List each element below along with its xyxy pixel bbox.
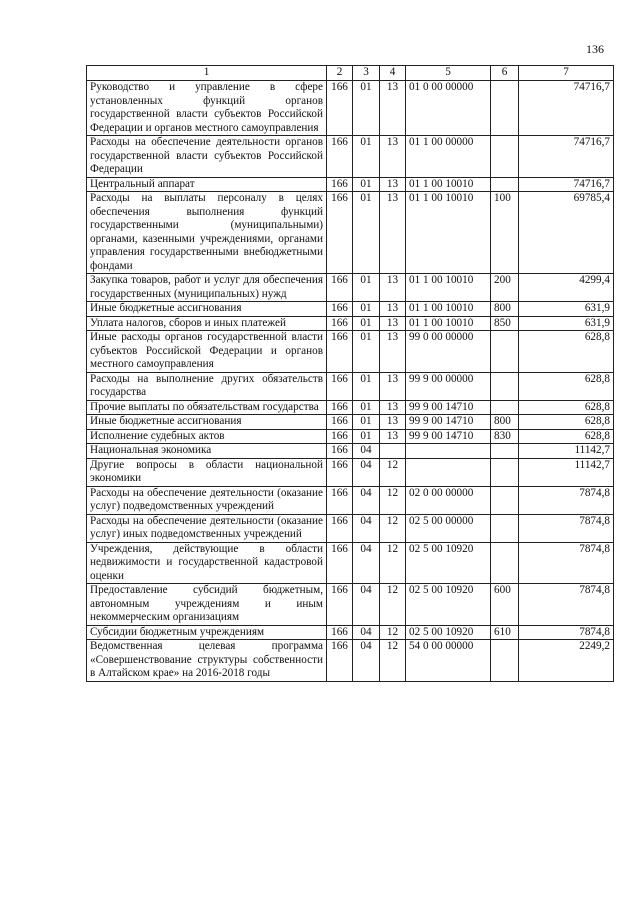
row-amount: 628,8 (519, 400, 614, 415)
row-target-article: 99 9 00 00000 (406, 372, 491, 400)
header-row (87, 66, 614, 81)
row-name: Национальная экономика (87, 444, 327, 459)
row-amount: 628,8 (519, 372, 614, 400)
header-col-2: 2 (327, 66, 353, 81)
row-ministry-code: 166 (327, 372, 353, 400)
row-target-article: 01 1 00 10010 (406, 316, 491, 331)
row-expense-type: 600 (491, 584, 519, 626)
row-target-article (406, 458, 491, 486)
row-subsection-code: 13 (380, 429, 406, 444)
page-number: 136 (586, 42, 604, 56)
table-row (87, 458, 614, 486)
row-subsection-code: 13 (380, 331, 406, 373)
table-row (87, 415, 614, 430)
row-ministry-code: 166 (327, 316, 353, 331)
row-expense-type (491, 444, 519, 459)
row-ministry-code: 166 (327, 177, 353, 192)
row-amount: 7874,8 (519, 486, 614, 514)
row-expense-type: 610 (491, 625, 519, 640)
row-name: Расходы на выполнение других обязательств государства (87, 372, 327, 400)
row-name: Иные расходы органов государственной власти субъектов Российской Федерации и органов местного самоуправления (87, 331, 327, 373)
row-expense-type (491, 331, 519, 373)
row-name: Закупка товаров, работ и услуг для обеспечения государственных (муниципальных) нужд (87, 274, 327, 302)
row-amount: 628,8 (519, 415, 614, 430)
row-amount: 631,9 (519, 302, 614, 317)
row-section-code: 01 (353, 400, 380, 415)
row-subsection-code: 13 (380, 81, 406, 136)
row-name: Прочие выплаты по обязательствам государства (87, 400, 327, 415)
row-name: Субсидии бюджетным учреждениям (87, 625, 327, 640)
row-ministry-code: 166 (327, 415, 353, 430)
row-expense-type (491, 542, 519, 584)
row-ministry-code: 166 (327, 81, 353, 136)
row-expense-type (491, 136, 519, 178)
row-expense-type (491, 400, 519, 415)
table-row (87, 625, 614, 640)
header-col-3: 3 (353, 66, 380, 81)
row-subsection-code: 12 (380, 542, 406, 584)
row-expense-type: 100 (491, 192, 519, 274)
row-expense-type (491, 486, 519, 514)
table-row (87, 136, 614, 178)
row-ministry-code: 166 (327, 400, 353, 415)
row-expense-type (491, 372, 519, 400)
row-name: Руководство и управление в сфере установленных функций органов государственной власти субъектов Российской Федерации и органов местного самоуправления (87, 81, 327, 136)
row-section-code: 01 (353, 316, 380, 331)
row-subsection-code: 13 (380, 136, 406, 178)
row-name: Расходы на обеспечение деятельности органов государственной власти субъектов Российской Федерации (87, 136, 327, 178)
row-section-code: 04 (353, 486, 380, 514)
row-target-article: 01 1 00 10010 (406, 177, 491, 192)
table-header (87, 66, 614, 81)
row-subsection-code: 13 (380, 302, 406, 317)
table-body (87, 81, 614, 682)
row-ministry-code: 166 (327, 514, 353, 542)
row-name: Учреждения, действующие в области недвижимости и государственной кадастровой оценки (87, 542, 327, 584)
row-subsection-code: 13 (380, 192, 406, 274)
row-amount: 74716,7 (519, 136, 614, 178)
header-col-4: 4 (380, 66, 406, 81)
row-amount: 7874,8 (519, 542, 614, 584)
row-section-code: 01 (353, 136, 380, 178)
table-row (87, 514, 614, 542)
row-target-article: 01 1 00 00000 (406, 136, 491, 178)
row-amount: 2249,2 (519, 640, 614, 682)
row-section-code: 04 (353, 625, 380, 640)
table-row (87, 486, 614, 514)
table-row (87, 274, 614, 302)
row-section-code: 01 (353, 177, 380, 192)
table-row (87, 640, 614, 682)
row-expense-type (491, 458, 519, 486)
row-ministry-code: 166 (327, 625, 353, 640)
row-name: Иные бюджетные ассигнования (87, 302, 327, 317)
row-ministry-code: 166 (327, 458, 353, 486)
row-subsection-code: 12 (380, 514, 406, 542)
row-amount: 74716,7 (519, 81, 614, 136)
table-row (87, 584, 614, 626)
row-target-article: 02 5 00 10920 (406, 542, 491, 584)
row-expense-type: 800 (491, 415, 519, 430)
row-amount: 7874,8 (519, 514, 614, 542)
row-amount: 7874,8 (519, 584, 614, 626)
table-row (87, 302, 614, 317)
table-row (87, 316, 614, 331)
row-ministry-code: 166 (327, 444, 353, 459)
row-subsection-code: 12 (380, 486, 406, 514)
row-subsection-code (380, 444, 406, 459)
table-row (87, 192, 614, 274)
row-section-code: 01 (353, 415, 380, 430)
header-col-6: 6 (491, 66, 519, 81)
row-target-article: 99 0 00 00000 (406, 331, 491, 373)
row-amount: 74716,7 (519, 177, 614, 192)
row-name: Иные бюджетные ассигнования (87, 415, 327, 430)
row-ministry-code: 166 (327, 486, 353, 514)
row-section-code: 01 (353, 429, 380, 444)
row-subsection-code: 13 (380, 400, 406, 415)
row-target-article (406, 444, 491, 459)
row-amount: 11142,7 (519, 458, 614, 486)
row-ministry-code: 166 (327, 331, 353, 373)
row-section-code: 01 (353, 274, 380, 302)
row-section-code: 01 (353, 372, 380, 400)
row-name: Расходы на обеспечение деятельности (оказание услуг) иных подведомственных учреждений (87, 514, 327, 542)
row-section-code: 04 (353, 584, 380, 626)
row-ministry-code: 166 (327, 192, 353, 274)
row-expense-type: 800 (491, 302, 519, 317)
row-target-article: 02 5 00 10920 (406, 625, 491, 640)
row-section-code: 01 (353, 192, 380, 274)
table-row (87, 372, 614, 400)
row-ministry-code: 166 (327, 136, 353, 178)
row-amount: 7874,8 (519, 625, 614, 640)
table-row (87, 177, 614, 192)
row-target-article: 99 9 00 14710 (406, 400, 491, 415)
row-ministry-code: 166 (327, 584, 353, 626)
row-expense-type (491, 81, 519, 136)
row-expense-type (491, 640, 519, 682)
row-name: Исполнение судебных актов (87, 429, 327, 444)
row-subsection-code: 13 (380, 177, 406, 192)
row-amount: 628,8 (519, 429, 614, 444)
row-target-article: 02 5 00 00000 (406, 514, 491, 542)
row-section-code: 04 (353, 444, 380, 459)
row-target-article: 99 9 00 14710 (406, 429, 491, 444)
table-row (87, 81, 614, 136)
row-expense-type: 830 (491, 429, 519, 444)
table-row (87, 444, 614, 459)
header-col-1: 1 (87, 66, 327, 81)
row-section-code: 01 (353, 302, 380, 317)
row-ministry-code: 166 (327, 429, 353, 444)
row-section-code: 04 (353, 640, 380, 682)
budget-table (86, 65, 614, 682)
row-subsection-code: 12 (380, 584, 406, 626)
row-ministry-code: 166 (327, 274, 353, 302)
row-target-article: 02 5 00 10920 (406, 584, 491, 626)
row-target-article: 01 0 00 00000 (406, 81, 491, 136)
row-amount: 631,9 (519, 316, 614, 331)
row-name: Расходы на обеспечение деятельности (оказание услуг) подведомственных учреждений (87, 486, 327, 514)
row-section-code: 01 (353, 331, 380, 373)
row-section-code: 04 (353, 542, 380, 584)
row-target-article: 99 9 00 14710 (406, 415, 491, 430)
row-amount: 69785,4 (519, 192, 614, 274)
row-expense-type (491, 514, 519, 542)
row-ministry-code: 166 (327, 640, 353, 682)
row-name: Расходы на выплаты персоналу в целях обеспечения выполнения функций государственными (муниципальными) органами, казенными учреждениями, органами управления государственными внебюджетными фондами (87, 192, 327, 274)
row-subsection-code: 12 (380, 625, 406, 640)
row-subsection-code: 12 (380, 640, 406, 682)
row-amount: 4299,4 (519, 274, 614, 302)
table-row (87, 400, 614, 415)
row-subsection-code: 13 (380, 316, 406, 331)
row-ministry-code: 166 (327, 302, 353, 317)
row-target-article: 54 0 00 00000 (406, 640, 491, 682)
row-name: Ведомственная целевая программа «Совершенствование структуры собственности в Алтайском крае» на 2016-2018 годы (87, 640, 327, 682)
row-expense-type: 850 (491, 316, 519, 331)
row-subsection-code: 13 (380, 372, 406, 400)
row-section-code: 04 (353, 514, 380, 542)
row-subsection-code: 12 (380, 458, 406, 486)
header-col-5: 5 (406, 66, 491, 81)
row-target-article: 02 0 00 00000 (406, 486, 491, 514)
row-expense-type (491, 177, 519, 192)
row-section-code: 04 (353, 458, 380, 486)
row-ministry-code: 166 (327, 542, 353, 584)
row-name: Центральный аппарат (87, 177, 327, 192)
row-expense-type: 200 (491, 274, 519, 302)
table-row (87, 331, 614, 373)
row-name: Предоставление субсидий бюджетным, автономным учреждениям и иным некоммерческим организациям (87, 584, 327, 626)
row-subsection-code: 13 (380, 274, 406, 302)
row-target-article: 01 1 00 10010 (406, 302, 491, 317)
row-name: Уплата налогов, сборов и иных платежей (87, 316, 327, 331)
row-subsection-code: 13 (380, 415, 406, 430)
row-name: Другие вопросы в области национальной экономики (87, 458, 327, 486)
row-target-article: 01 1 00 10010 (406, 192, 491, 274)
row-amount: 11142,7 (519, 444, 614, 459)
table-row (87, 542, 614, 584)
table-row (87, 429, 614, 444)
row-amount: 628,8 (519, 331, 614, 373)
row-section-code: 01 (353, 81, 380, 136)
header-col-7: 7 (519, 66, 614, 81)
row-target-article: 01 1 00 10010 (406, 274, 491, 302)
